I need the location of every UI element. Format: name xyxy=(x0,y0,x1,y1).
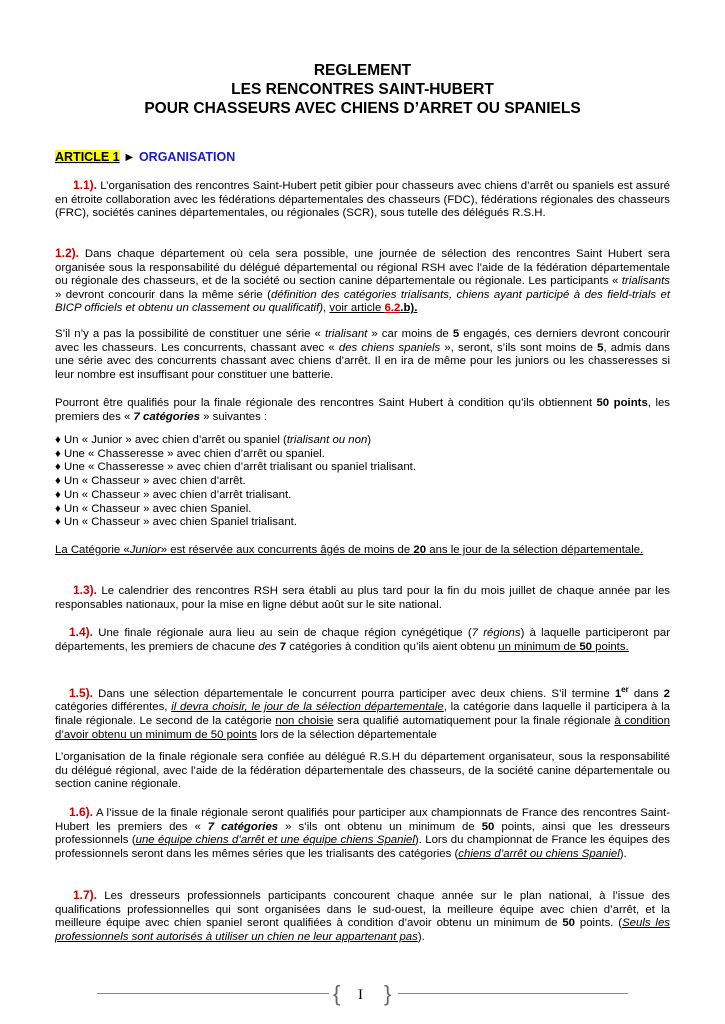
paragraph-1-2 xyxy=(55,247,670,316)
paragraph-text: 50 xyxy=(481,820,495,833)
section-number: 1.6). xyxy=(69,805,94,819)
title-line-1: REGLEMENT xyxy=(313,62,412,79)
title-line-2: LES RENCONTRES SAINT-HUBERT xyxy=(231,81,494,98)
paragraph-text: 1 xyxy=(614,687,622,700)
paragraph-text: sera qualifié automatiquement pour la finale régionale xyxy=(333,714,615,727)
arrow-icon: ► xyxy=(123,150,136,164)
paragraph-text: 7 catégories xyxy=(207,820,279,833)
section-number: 1.2). xyxy=(55,246,80,260)
list-item xyxy=(55,434,670,448)
paragraph-text: engagés, ces derniers devront concourir avec les chasseurs. Les concurrents, chassant avec « xyxy=(55,328,670,354)
paragraph-text: , les premiers des « xyxy=(55,397,671,423)
paragraph-text: 50 xyxy=(596,397,610,409)
paragraph-text: » devront concourir dans la même série ( xyxy=(55,288,271,301)
paragraph-1-7 xyxy=(55,889,670,944)
list-item xyxy=(55,489,670,503)
list-item xyxy=(55,461,670,475)
section-number: 1.4). xyxy=(69,625,94,639)
paragraph-text: ). xyxy=(619,847,627,860)
left-bracket-icon: { xyxy=(333,981,341,1006)
paragraph-text: il devra choisir, le jour de la sélection départementale xyxy=(171,701,444,714)
list-item-text: Un « Chasseur » avec chien d’arrêt trialisant. xyxy=(60,488,292,501)
paragraph-text: des xyxy=(258,640,277,653)
paragraph-text: points. xyxy=(591,640,629,653)
diamond-bullet-icon: ♦ xyxy=(55,502,61,515)
diamond-bullet-icon: ♦ xyxy=(55,488,61,501)
paragraph-text: 7 régions xyxy=(471,627,521,639)
diamond-bullet-icon: ♦ xyxy=(55,434,61,446)
list-item-text: Un « Chasseur » avec chien d’arrêt. xyxy=(60,475,246,488)
document-title xyxy=(0,61,725,118)
paragraph-1-4 xyxy=(55,626,670,654)
paragraph-text: ). xyxy=(417,930,425,943)
paragraph-text: dans xyxy=(628,687,664,700)
paragraph-text: » suivantes : xyxy=(199,410,268,423)
paragraph-text: Junior xyxy=(129,544,161,556)
paragraph-text: catégories différentes, xyxy=(55,701,172,714)
diamond-bullet-icon: ♦ xyxy=(55,475,61,488)
list-item-text: trialisant ou non xyxy=(286,434,368,446)
paragraph-text: 50 xyxy=(579,640,592,653)
paragraph-text: » s’ils ont obtenu un minimum de xyxy=(278,820,482,833)
page-number: I xyxy=(358,987,363,1003)
paragraph-text: Dans une sélection départementale le concurrent pourra participer avec deux chiens. S’il termine xyxy=(93,687,615,700)
paragraph-text: Le calendrier des rencontres RSH sera établi au plus tard pour la fin du mois juillet de chaque année par les responsables nationaux, pour la mise en ligne début août sur le site national. xyxy=(55,585,670,611)
paragraph-text: définition des catégories trialisants, chiens ayant participé à des field-trials et BICP officiels et obtenu un classement ou qualificatif) xyxy=(55,288,670,315)
paragraph-1-6 xyxy=(55,806,670,861)
paragraph-text: points xyxy=(609,397,648,409)
paragraph-text: L’organisation de la finale régionale sera confiée au délégué R.S.H du département organisateur, sous la responsabilité du délégué régional, avec l’aide de la fédération départementale des chasseurs, de la société canine départementale ou section canine régionale. xyxy=(55,751,670,791)
diamond-bullet-icon: ♦ xyxy=(55,461,61,474)
paragraph-text: points. ( xyxy=(575,917,623,930)
paragraph-text: une équipe chiens d’arrêt et une équipe chiens Spaniel xyxy=(135,834,415,847)
section-number: 1.3). xyxy=(73,583,98,597)
paragraph-text: A l’issue de la finale régionale seront qualifiés pour participer aux championnats de France des rencontres Saint-Hubert les premiers des « xyxy=(55,807,670,833)
footer-rule-left xyxy=(97,993,329,994)
list-item xyxy=(55,475,670,489)
paragraph-text: ans le jour de la sélection départementale. xyxy=(426,544,644,556)
paragraph-text: » car moins de xyxy=(367,328,453,340)
paragraph-text: Une finale régionale aura lieu au sein de chaque région cynégétique ( xyxy=(93,627,472,639)
paragraph-text: ) à laquelle participeront par départements, les premiers de chacune xyxy=(55,627,670,653)
paragraph-1-1 xyxy=(55,179,670,221)
paragraph-text: non choisie xyxy=(275,714,334,727)
section-number: 1.7). xyxy=(73,888,98,902)
article-name: ORGANISATION xyxy=(138,150,236,164)
article-reference: .b). xyxy=(400,302,418,315)
paragraph-text: trialisants xyxy=(621,275,670,288)
right-bracket-icon: } xyxy=(384,981,392,1006)
paragraph-text: 5 xyxy=(452,328,460,340)
paragraph-organisation xyxy=(55,751,670,792)
paragraph-series xyxy=(55,328,670,382)
paragraph-text: , la catégorie dans laquelle il participera à la finale régionale. Le second de la catégorie xyxy=(55,701,670,727)
list-item-text: Une « Chasseresse » avec chien d’arrêt ou spaniel. xyxy=(60,447,325,460)
paragraph-text: ). Lors du championnat de France les équipes des professionnels seront dans les mêmes séries que les trialisants des catégories ( xyxy=(55,834,670,860)
paragraph-text: La Catégorie « xyxy=(55,544,130,556)
paragraph-text: , admis dans une série avec des concurrents chassant avec chiens d’arrêt. Il en ira de même pour les juniors ou les chasseresses si leur nombre est insuffisant pour constituer une batterie. xyxy=(55,341,670,381)
diamond-bullet-icon: ♦ xyxy=(55,516,61,529)
paragraph-text: 7 xyxy=(279,640,287,653)
diamond-bullet-icon: ♦ xyxy=(55,447,61,460)
paragraph-text: S’il n’y a pas la possibilité de constituer une série « xyxy=(55,328,325,340)
list-item-text: Un « Chasseur » avec chien Spaniel trialisant. xyxy=(60,516,297,529)
paragraph-text: » est réservée aux concurrents âgés de moins de xyxy=(160,544,414,556)
paragraph-text: Les dresseurs professionnels participants concourent chaque année sur le plan national, à l’issue des qualifications professionnelles qui sont organisées dans le sud-ouest, la meilleure équipe avec chien d’arrêt, et la meilleure équipe avec chien spaniel seront qualifiées à condition d’avoir obtenu un minimum de xyxy=(55,890,670,930)
paragraph-text: er xyxy=(621,685,629,694)
paragraph-text: 50 xyxy=(562,917,576,930)
paragraph-text: un minimum de xyxy=(498,640,580,653)
paragraph-text: 5 xyxy=(597,341,604,354)
paragraph-text: Pourront être qualifiés pour la finale régionale des rencontres Saint Hubert à condition qu’ils obtiennent xyxy=(55,397,597,409)
list-item xyxy=(55,516,670,530)
paragraph-text: L’organisation des rencontres Saint-Hubert petit gibier pour chasseurs avec chiens d’arrêt ou spaniels est assuré en étroite collaboration avec les fédérations départementales des chasseurs (FDC), fédérations régionales des chasseurs (FRC), sociétés canines départementales, ou régionales (SCR), sous tutelle des délégués R.S.H. xyxy=(55,180,670,220)
article-reference: voir article xyxy=(329,302,385,315)
paragraph-text: catégories à condition qu’ils aient obtenu xyxy=(286,640,499,653)
paragraph-1-5 xyxy=(55,683,670,742)
list-item-text: ) xyxy=(367,434,372,446)
list-item xyxy=(55,448,670,462)
list-item xyxy=(55,503,670,517)
paragraph-1-3 xyxy=(55,584,670,612)
paragraph-junior xyxy=(55,544,670,558)
paragraph-text: », seront, s’ils sont moins de xyxy=(440,341,598,354)
paragraph-text: 20 xyxy=(413,544,427,556)
section-number: 1.5). xyxy=(69,685,94,700)
section-number: 1.1). xyxy=(73,178,98,192)
paragraph-text: des chiens spaniels xyxy=(338,341,441,354)
article-heading xyxy=(55,150,235,164)
paragraph-text: chiens d’arrêt ou chiens Spaniel xyxy=(458,847,620,860)
list-item-text: Un « Chasseur » avec chien Spaniel. xyxy=(60,502,252,515)
category-list xyxy=(55,434,670,530)
paragraph-text: lors de la sélection départementale xyxy=(256,728,437,741)
paragraph-text: , xyxy=(323,302,330,315)
paragraph-qualification xyxy=(55,397,670,424)
paragraph-text: Dans chaque département où cela sera possible, une journée de sélection des rencontres Saint Hubert sera organisée sous la responsabilité du délégué départemental ou régional RSH avec l’aide de la fédération départementale ou régionale des chasseurs, et de la société ou section canine départementale ou régionale. Les participants « xyxy=(55,248,670,288)
list-item-text: Un « Junior » avec chien d’arrêt ou spaniel ( xyxy=(60,434,287,446)
paragraph-text: 2 xyxy=(663,687,670,700)
paragraph-text: 7 catégories xyxy=(133,410,200,423)
title-line-3: POUR CHASSEURS AVEC CHIENS D’ARRET OU SPANIELS xyxy=(144,100,581,117)
paragraph-text: points, ainsi que les dresseurs professionnels ( xyxy=(55,820,670,847)
paragraph-text: à condition d’avoir obtenu un minimum de 50 points xyxy=(55,714,670,741)
list-item-text: Une « Chasseresse » avec chien d’arrêt trialisant ou spaniel trialisant. xyxy=(60,461,417,474)
article-label: ARTICLE 1 xyxy=(55,150,120,164)
paragraph-text: trialisant xyxy=(324,328,368,340)
paragraph-text: Seuls les professionnels sont autorisés à utiliser un chien ne leur appartenant pas xyxy=(55,917,670,943)
footer-rule-right xyxy=(398,993,628,994)
article-reference: 6.2 xyxy=(384,302,401,315)
